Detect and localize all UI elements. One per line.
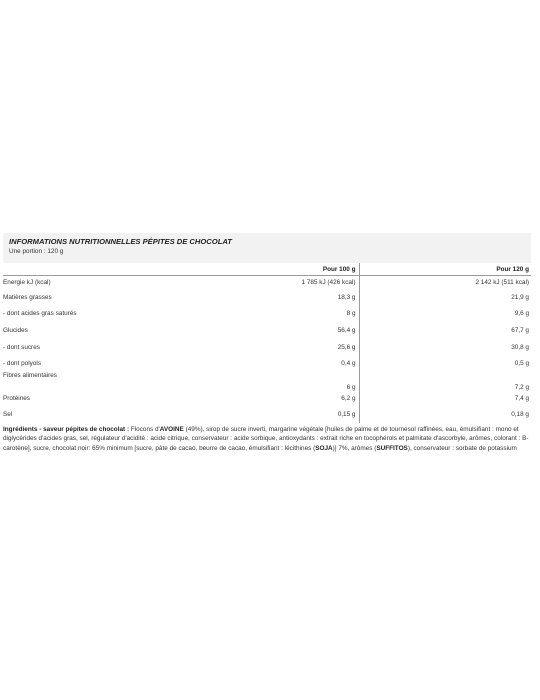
nutrient-label: Matières grasses — [3, 294, 52, 301]
value-per-120g: 67,7 g — [511, 327, 529, 334]
value-per-100g: 18,3 g — [153, 290, 359, 306]
table-row — [3, 356, 531, 372]
ingredients-part-3: )] 7%, arômes ( — [332, 444, 377, 452]
nutrient-label: Energie kJ (kcal) — [3, 279, 51, 287]
table-row — [3, 407, 531, 423]
column-header-120g: Pour 120 g — [359, 263, 531, 276]
table-row — [3, 340, 531, 356]
value-per-100g: 0,15 g — [153, 407, 359, 423]
table-row — [3, 306, 531, 322]
value-per-120g: 0,18 g — [511, 411, 529, 418]
ingredients-part-2: (49%), sirop de sucre inverti, margarine végétale [huiles de palme et de tournesol raffinées, eau, émulsifiant : mono et diglycérides d'acides gras, sel, régulateur d'acidité : acide citrique, conservateur : acide sorbique, antioxydants : extrait riche en tocophérols et palmitate d'ascorbyle, arômes, colorant : B-carotène], sucre, chocolat noir: 65% minimum [sucre, pâte de cacao, beurre de cacao, émulsifiant : lécithines ( — [3, 425, 529, 452]
section-title: INFORMATIONS NUTRITIONNELLES PÉPITES DE CHOCOLAT — [9, 237, 232, 246]
table-row — [3, 276, 531, 290]
table-row — [3, 391, 531, 407]
column-header-100g: Pour 100 g — [153, 263, 359, 276]
value-per-120g: 21,9 g — [511, 294, 529, 301]
nutrient-label: - dont sucres — [3, 344, 40, 351]
allergen-avoine: AVOINE — [159, 425, 184, 433]
ingredients-part-1: Flocons d' — [129, 425, 160, 433]
value-per-100g: 6 g — [153, 372, 359, 391]
value-per-100g: 8 g — [153, 306, 359, 322]
ingredients-text — [3, 425, 529, 454]
allergen-sulfites: SUFFITOS — [376, 444, 408, 452]
header-spacer — [3, 263, 153, 276]
value-per-100g: 6,2 g — [153, 391, 359, 407]
value-per-120g: 7,2 g — [514, 383, 529, 391]
value-per-120g: 7,4 g — [514, 395, 529, 402]
table-row — [3, 372, 531, 391]
nutrition-panel — [0, 233, 540, 453]
ingredients-heading: Ingrédients - saveur pépites de chocolat : — [3, 425, 130, 433]
nutrient-label: - dont polyols — [3, 360, 42, 367]
value-per-100g: 25,6 g — [153, 340, 359, 356]
value-per-120g: 2 142 kJ (511 kcal) — [475, 279, 529, 287]
value-per-100g: 56,4 g — [153, 322, 359, 340]
nutrient-label: Glucides — [3, 327, 28, 334]
value-per-120g: 0,5 g — [514, 360, 529, 367]
value-per-120g: 9,6 g — [514, 310, 529, 317]
table-row — [3, 322, 531, 340]
value-per-100g: 0,4 g — [153, 356, 359, 372]
nutrient-label: Protéines — [3, 395, 30, 402]
nutrient-label: Fibres alimentaires — [3, 371, 57, 379]
nutrition-rows — [3, 276, 531, 423]
nutrient-label: Sel — [3, 411, 13, 418]
nutrition-table — [3, 263, 531, 423]
value-per-120g: 30,8 g — [511, 344, 529, 351]
table-row — [3, 290, 531, 306]
portion-size: Une portion : 120 g — [9, 248, 64, 255]
nutrition-header — [3, 233, 531, 263]
table-header-row — [3, 263, 531, 276]
value-per-100g: 1 785 kJ (426 kcal) — [153, 276, 359, 290]
nutrient-label: - dont acides gras saturés — [3, 310, 77, 317]
ingredients-part-4: ), conservateur : sorbate de potassium — [407, 444, 517, 452]
allergen-soja: SOJA — [315, 444, 333, 452]
